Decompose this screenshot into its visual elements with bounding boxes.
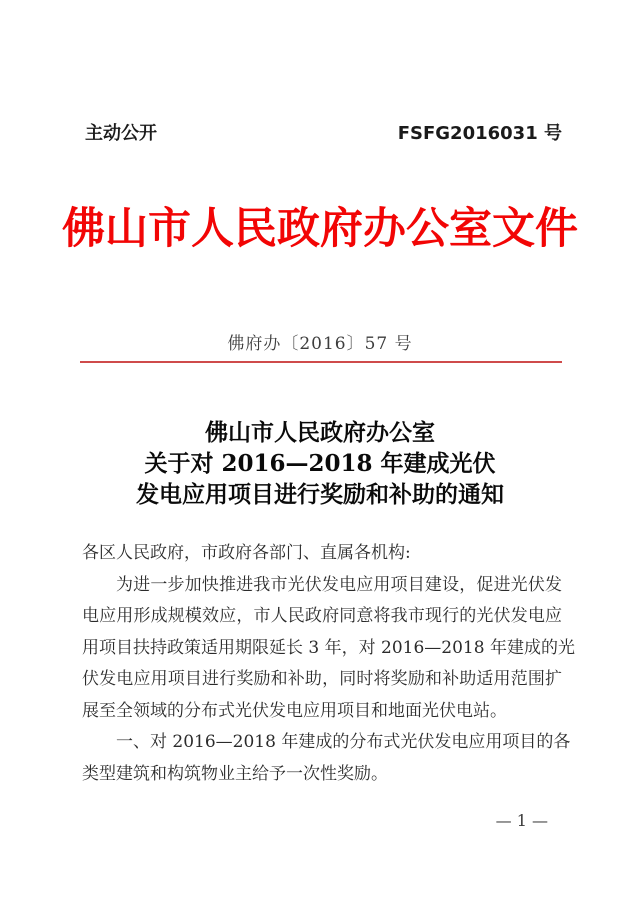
body-line: 伏发电应用项目进行奖励和补助，同时将奖励和补助适用范围扩 (82, 669, 562, 689)
notice-title-line-2: 关于对 2016—2018 年建成光伏 (144, 450, 496, 477)
doc-number: 佛府办〔2016〕57 号 (227, 334, 413, 354)
notice-title-line-3: 发电应用项目进行奖励和补助的通知 (136, 481, 504, 508)
body-line: 各区人民政府，市政府各部门、直属各机构: (82, 543, 411, 563)
body-line: 类型建筑和构筑物业主给予一次性奖励。 (82, 763, 388, 784)
notice-title-line-1: 佛山市人民政府办公室 (205, 419, 435, 446)
reference-code: FSFG2016031 号 (397, 123, 562, 144)
body-line: 展至全领域的分布式光伏发电应用项目和地面光伏电站。 (82, 700, 507, 721)
document-header (85, 119, 562, 145)
masthead-title: 佛山市人民政府办公室文件 (62, 204, 578, 254)
red-divider-line (80, 361, 562, 363)
body-line: 电应用形成规模效应，市人民政府同意将我市现行的光伏发电应 (82, 606, 562, 626)
page-number: — 1 — (495, 811, 548, 830)
disclosure-label: 主动公开 (85, 123, 157, 144)
body-line: 用项目扶持政策适用期限延长 3 年，对 2016—2018 年建成的光 (82, 637, 575, 658)
body-line: 为进一步加快推进我市光伏发电应用项目建设，促进光伏发 (116, 574, 562, 595)
document-body (82, 538, 575, 790)
notice-title (0, 417, 640, 510)
body-line: 一、对 2016—2018 年建成的分布式光伏发电应用项目的各 (116, 732, 571, 752)
